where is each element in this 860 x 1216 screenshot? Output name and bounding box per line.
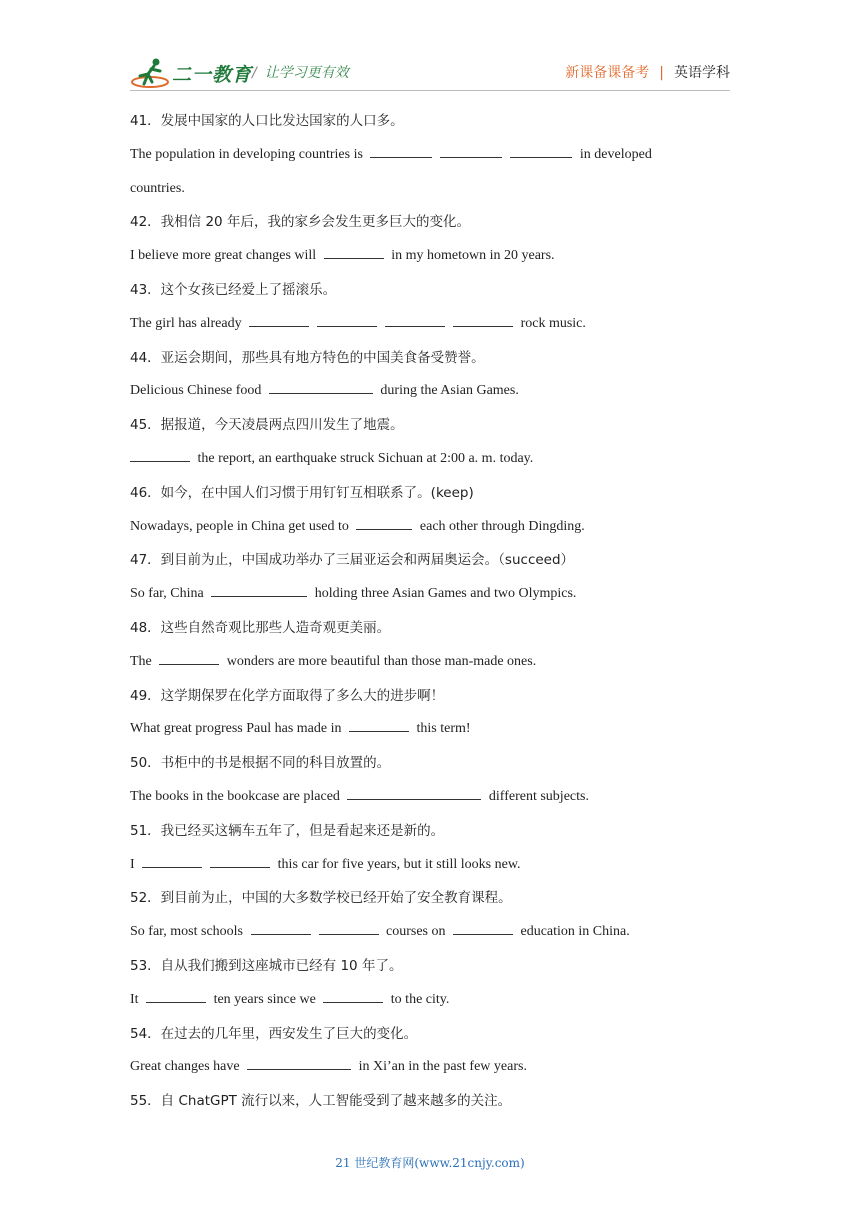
en-text: to the city. xyxy=(387,991,450,1007)
answer-blank[interactable] xyxy=(510,145,572,158)
question-en xyxy=(130,584,730,618)
question-en xyxy=(130,719,730,753)
question-en xyxy=(130,449,730,483)
question-zh: 49．这学期保罗在化学方面取得了多么大的进步啊！ xyxy=(130,687,445,704)
en-text: different subjects. xyxy=(485,788,589,804)
en-text: in my hometown in 20 years. xyxy=(387,248,555,264)
en-text: Great changes have xyxy=(130,1059,244,1075)
question-zh: 47．到目前为止，中国成功举办了三届亚运会和两届奥运会。（succeed） xyxy=(130,552,575,569)
en-text: rock music. xyxy=(517,315,586,331)
answer-blank[interactable] xyxy=(453,314,513,327)
question-zh: 42．我相信 20 年后，我的家乡会发生更多巨大的变化。 xyxy=(130,214,470,231)
question-zh: 53．自从我们搬到这座城市已经有 10 年了。 xyxy=(130,957,403,974)
question-zh: 52．到目前为止，中国的大多数学校已经开始了安全教育课程。 xyxy=(130,890,512,907)
en-text: I xyxy=(130,856,139,872)
question-en xyxy=(130,787,730,821)
question-zh: 41．发展中国家的人口比发达国家的人口多。 xyxy=(130,113,404,129)
header-tag-a: 新课备课备考 xyxy=(565,65,650,81)
exercise-list xyxy=(130,111,730,1125)
en-text: Nowadays, people in China get used to xyxy=(130,518,353,534)
en-text: What great progress Paul has made in xyxy=(130,721,345,737)
question-en xyxy=(130,314,730,348)
en-text: this term! xyxy=(413,721,471,737)
answer-blank[interactable] xyxy=(211,584,307,597)
slogan xyxy=(252,62,349,82)
question-en xyxy=(130,1057,730,1091)
question-en xyxy=(130,246,730,280)
answer-blank[interactable] xyxy=(210,855,270,868)
answer-blank[interactable] xyxy=(249,314,309,327)
en-text: Delicious Chinese food xyxy=(130,383,265,399)
en-text: each other through Dingding. xyxy=(416,518,585,534)
en-text: The books in the bookcase are placed xyxy=(130,788,344,804)
en-text: in developed xyxy=(576,146,652,162)
header-separator: | xyxy=(659,65,664,81)
answer-blank[interactable] xyxy=(385,314,445,327)
en-text: wonders are more beautiful than those man-made ones. xyxy=(223,653,537,669)
en-text: So far, most schools xyxy=(130,924,247,940)
page-header xyxy=(130,52,730,92)
answer-blank[interactable] xyxy=(349,719,409,732)
question-en xyxy=(130,517,730,551)
question-zh: 55．自 ChatGPT 流行以来，人工智能受到了越来越多的关注。 xyxy=(130,1093,512,1110)
question-zh: 46．如今，在中国人们习惯于用钉钉互相联系了。(keep) xyxy=(130,484,474,501)
question-zh: 50．书柜中的书是根据不同的科目放置的。 xyxy=(130,755,391,772)
answer-blank[interactable] xyxy=(324,246,384,259)
answer-blank[interactable] xyxy=(323,990,383,1003)
question-en xyxy=(130,145,730,179)
answer-blank[interactable] xyxy=(317,314,377,327)
answer-blank[interactable] xyxy=(146,990,206,1003)
en-text: It xyxy=(130,991,143,1007)
page-footer: 21 世纪教育网(www.21cnjy.com) xyxy=(335,1156,525,1170)
answer-blank[interactable] xyxy=(159,652,219,665)
question-zh: 54．在过去的几年里，西安发生了巨大的变化。 xyxy=(130,1025,418,1042)
en-text: holding three Asian Games and two Olympics. xyxy=(311,586,577,602)
answer-blank[interactable] xyxy=(269,381,373,394)
answer-blank[interactable] xyxy=(370,145,432,158)
header-right xyxy=(565,62,730,82)
question-en-cont: countries. xyxy=(130,180,185,196)
question-zh: 45．据报道，今天凌晨两点四川发生了地震。 xyxy=(130,417,404,434)
en-text: education in China. xyxy=(517,924,630,940)
en-text: The population in developing countries is xyxy=(130,146,367,162)
answer-blank[interactable] xyxy=(247,1057,351,1070)
question-en xyxy=(130,381,730,415)
en-text: The girl has already xyxy=(130,315,246,331)
header-subject: 英语学科 xyxy=(674,65,730,81)
en-text: the report, an earthquake struck Sichuan at 2:00 a. m. today. xyxy=(194,450,534,466)
question-en xyxy=(130,922,730,956)
en-text: So far, China xyxy=(130,586,208,602)
answer-blank[interactable] xyxy=(130,449,190,462)
question-en xyxy=(130,652,730,686)
answer-blank[interactable] xyxy=(251,922,311,935)
en-text: courses on xyxy=(382,924,449,940)
answer-blank[interactable] xyxy=(319,922,379,935)
question-zh: 43．这个女孩已经爱上了摇滚乐。 xyxy=(130,281,337,298)
question-zh: 51．我已经买这辆车五年了，但是看起来还是新的。 xyxy=(130,822,445,839)
header-divider xyxy=(130,90,730,91)
answer-blank[interactable] xyxy=(356,517,412,530)
answer-blank[interactable] xyxy=(347,787,481,800)
en-text: I believe more great changes will xyxy=(130,248,320,264)
en-text: this car for five years, but it still looks new. xyxy=(274,856,521,872)
logo xyxy=(130,56,252,90)
en-text: in Xi’an in the past few years. xyxy=(355,1059,527,1075)
logo-text: 二一教育 xyxy=(172,63,253,86)
answer-blank[interactable] xyxy=(453,922,513,935)
en-text: ten years since we xyxy=(210,991,320,1007)
en-text: The xyxy=(130,653,156,669)
question-en xyxy=(130,990,730,1024)
slogan-text: 让学习更有效 xyxy=(264,65,349,81)
runner-logo-icon xyxy=(130,56,170,90)
en-text: during the Asian Games. xyxy=(376,383,519,399)
question-zh: 48．这些自然奇观比那些人造奇观更美丽。 xyxy=(130,619,391,636)
answer-blank[interactable] xyxy=(142,855,202,868)
question-zh: 44．亚运会期间，那些具有地方特色的中国美食备受赞誉。 xyxy=(130,349,485,366)
answer-blank[interactable] xyxy=(440,145,502,158)
slash-divider: / xyxy=(252,65,257,81)
question-en xyxy=(130,855,730,889)
